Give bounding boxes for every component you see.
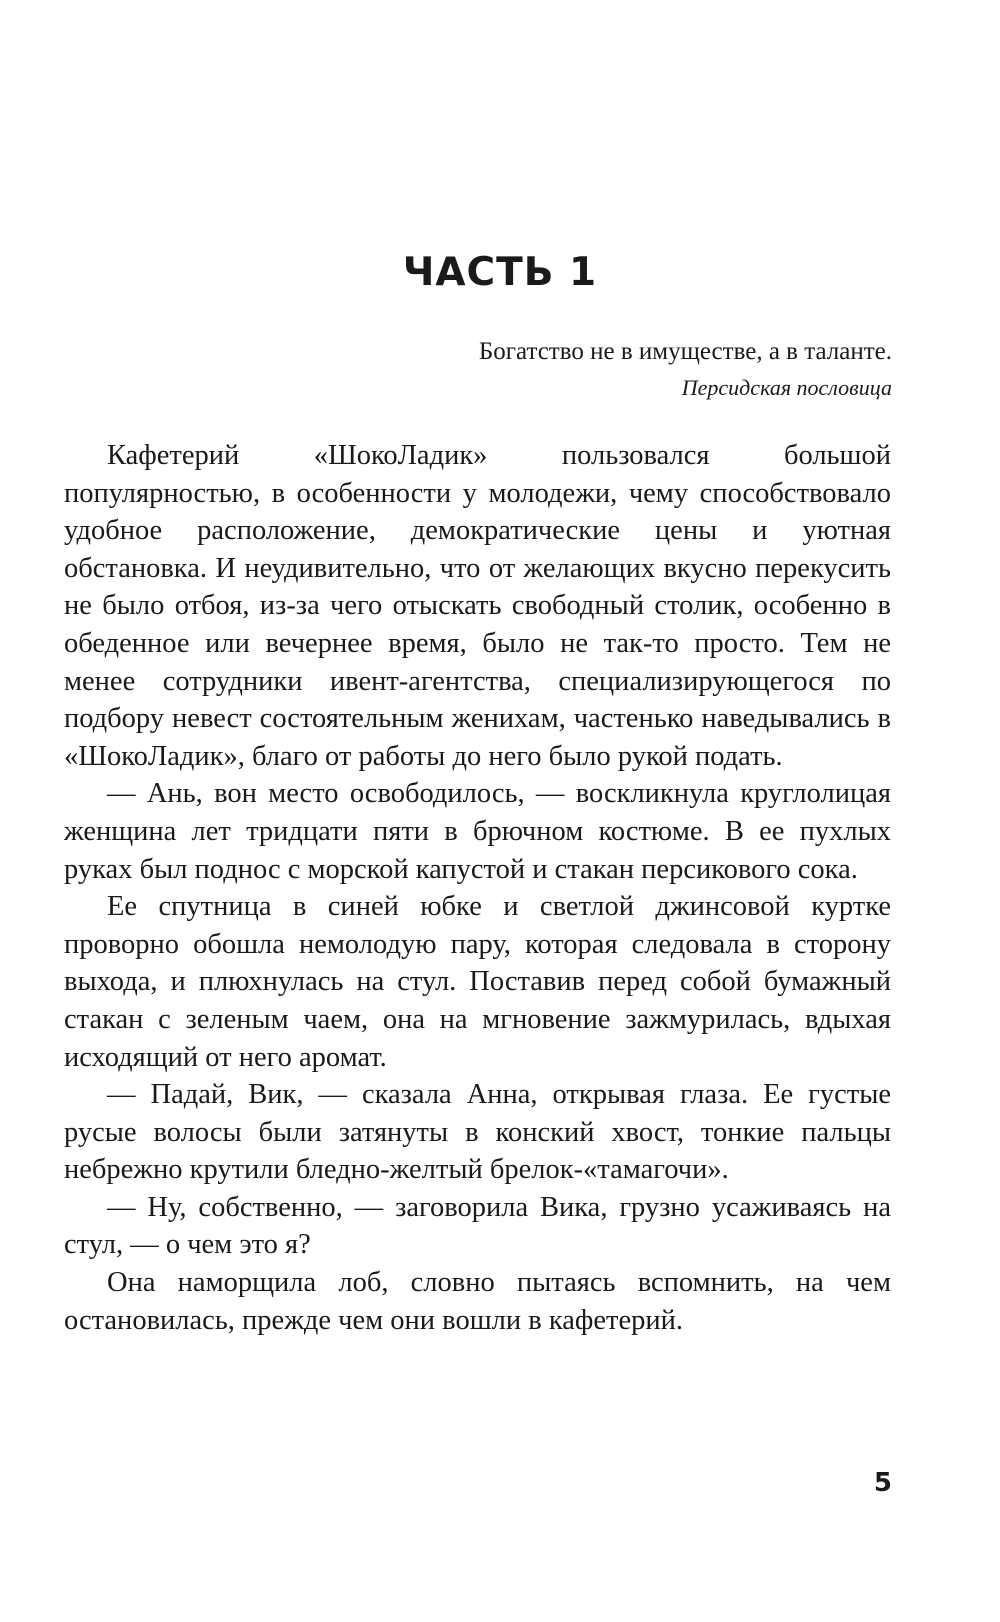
epigraph: [292, 334, 892, 406]
paragraph: Ее спутница в синей юбке и светлой джинсовой куртке проворно обошла немолодую пару, которая следовала в сторону выхода, и плюхнулась на стул. Поставив перед собой бумажный стакан с зеленым чаем, она на мгновение зажмурилась, вдыхая исходящий от него аромат.: [64, 891, 891, 1073]
paragraph: — Падай, Вик, — сказала Анна, открывая глаза. Ее густые русые волосы были затянуты в конский хвост, тонкие пальцы небрежно крутили бледно-желтый брелок-«тамагочи».: [64, 1079, 891, 1186]
paragraph: Она наморщила лоб, словно пытаясь вспомнить, на чем остановилась, прежде чем они вошли в кафетерий.: [64, 1267, 891, 1336]
paragraph: Кафетерий «ШокоЛадик» пользовался большой популярностью, в особенности у молодежи, чему способствовало удобное расположение, демократические цены и уютная обстановка. И неудивительно, что от желающих вкусно перекусить не было отбоя, из-за чего отыскать свободный столик, особенно в обеденное или вечернее время, было не так-то просто. Тем не менее сотрудники ивент-агентства, специализирующегося по подбору невест состоятельным женихам, частенько наведывались в «ШокоЛадик», благо от работы до него было рукой подать.: [64, 440, 891, 772]
chapter-title: ЧАСТЬ 1: [402, 250, 598, 295]
body-text: [64, 437, 891, 1339]
page-number: 5: [873, 1468, 892, 1498]
epigraph-quote: Богатство не в имуществе, а в таланте.: [478, 338, 892, 365]
epigraph-source: Персидская пословица: [681, 375, 892, 400]
paragraph: — Ну, собственно, — заговорила Вика, грузно усаживаясь на стул, — о чем это я?: [64, 1191, 891, 1261]
paragraph: — Ань, вон место освободилось, — воскликнула круглолицая женщина лет тридцати пяти в брючном костюме. В ее пухлых руках был поднос с морской капустой и стакан персикового сока.: [64, 778, 891, 885]
